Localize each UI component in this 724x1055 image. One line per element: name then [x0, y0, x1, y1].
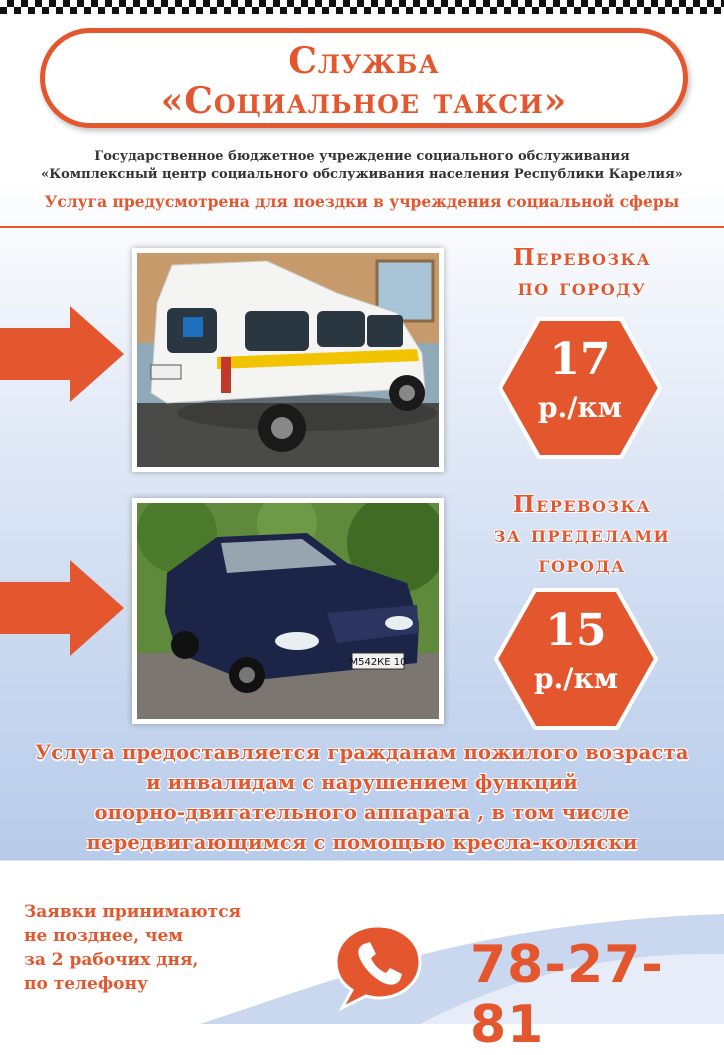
organization-line-1: Государственное бюджетное учреждение социального обслуживания — [94, 149, 630, 164]
offer-intercity-heading-line-1: Перевозка — [512, 491, 652, 518]
price-badge-city — [497, 316, 663, 460]
contact-line-3: за 2 рабочих дня, — [24, 950, 199, 970]
price-intercity-unit: р./км — [533, 662, 619, 695]
contact-info — [24, 900, 284, 996]
title-line-2: «Социальное такси» — [160, 80, 568, 122]
eligibility-line-4: передвигающимся с помощью кресла-коляски — [86, 831, 638, 854]
van-photo — [132, 248, 444, 472]
contact-line-2: не позднее, чем — [24, 926, 184, 946]
offer-intercity-heading — [460, 490, 704, 580]
contact-line-4: по телефону — [24, 974, 148, 994]
checkered-border — [0, 0, 724, 14]
offer-intercity-heading-line-2: за пределами — [493, 521, 671, 548]
license-plate: М542КЕ 10 — [349, 657, 407, 668]
eligibility-line-1: Услуга предоставляется гражданам пожилого возраста — [35, 741, 689, 764]
divider — [0, 226, 724, 228]
price-city-unit: р./км — [537, 391, 623, 424]
offer-city-heading-line-1: Перевозка — [512, 244, 652, 271]
eligibility-text — [0, 738, 724, 858]
offer-intercity-heading-line-3: города — [538, 551, 626, 578]
phone-chat-icon — [330, 922, 426, 1012]
title-line-1: Служба — [288, 40, 440, 82]
price-badge-intercity — [493, 587, 659, 731]
contact-line-1: Заявки принимаются — [24, 902, 242, 922]
service-note: Услуга предусмотрена для поездки в учреждения социальной сферы — [44, 192, 680, 211]
arrow-right-icon — [0, 306, 124, 402]
arrow-right-icon — [0, 560, 124, 656]
price-city-value: 17 — [549, 334, 611, 385]
offer-city-heading — [470, 243, 694, 303]
phone-number[interactable]: 78-27-81 — [470, 935, 664, 1055]
organization-line-2: «Комплексный центр социального обслуживания населения Республики Карелия» — [41, 167, 683, 182]
sedan-photo — [132, 498, 444, 724]
price-intercity-value: 15 — [545, 605, 607, 656]
eligibility-line-3: опорно-двигательного аппарата , в том числе — [94, 801, 630, 824]
eligibility-line-2: и инвалидам с нарушением функций — [146, 771, 578, 794]
title-banner — [40, 28, 688, 128]
offer-city-heading-line-2: по городу — [517, 274, 647, 301]
